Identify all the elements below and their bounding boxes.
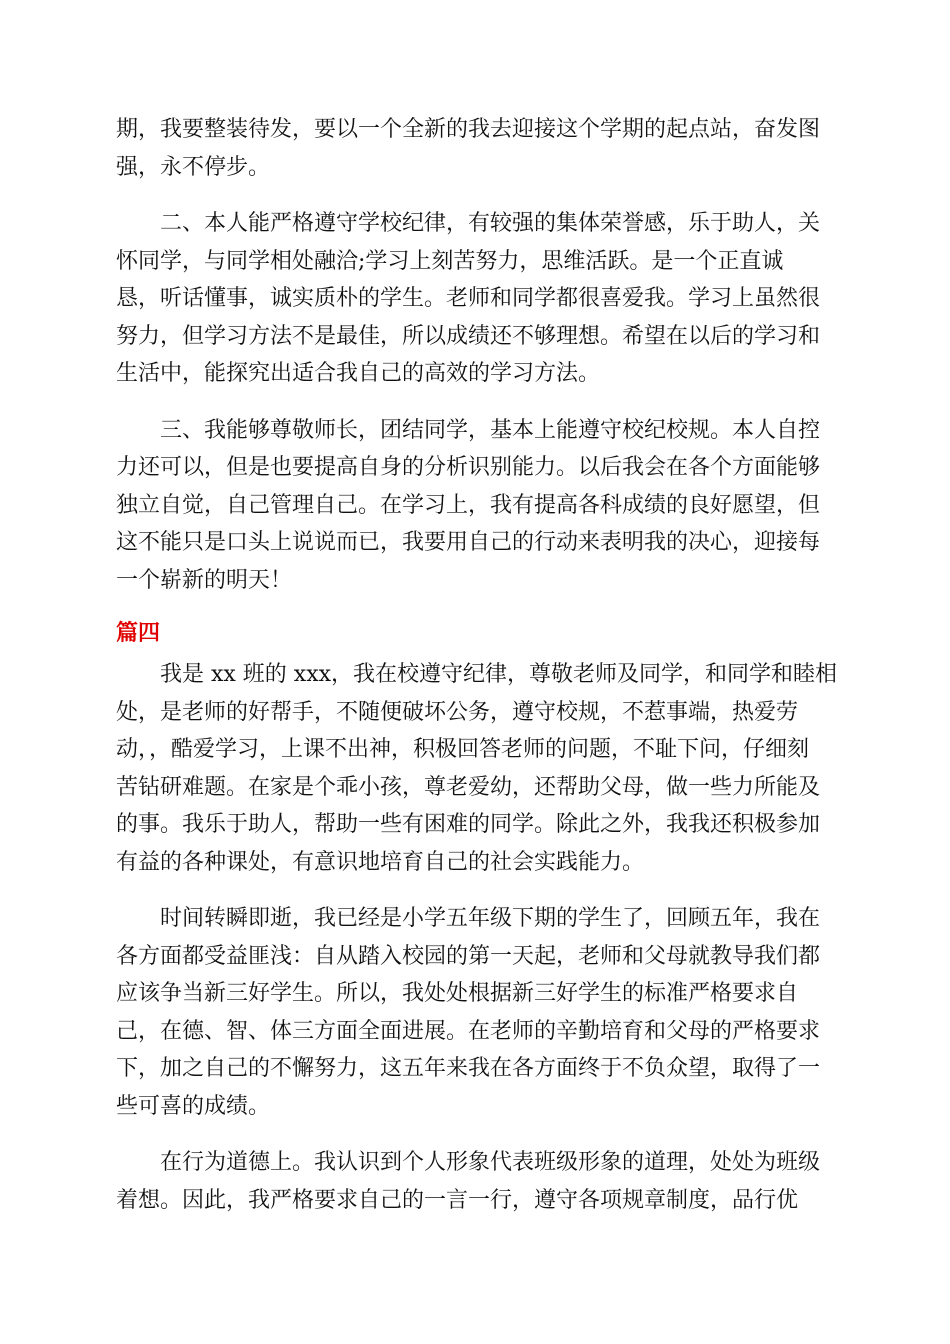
text-line: 应该争当新三好学生。所以，我处处根据新三好学生的标准严格要求自: [116, 981, 799, 1006]
text-line: 这不能只是口头上说说而已，我要用自己的行动来表明我的决心，迎接每: [116, 530, 821, 555]
text-line: 期，我要整装待发，要以一个全新的我去迎接这个学期的起点站，奋发图: [116, 117, 821, 142]
text-line: 在行为道德上。我认识到个人形象代表班级形象的道理，处处为班级: [160, 1150, 821, 1175]
paragraph-morality: [116, 1144, 836, 1219]
text-line: 二、本人能严格遵守学校纪律，有较强的集体荣誉感，乐于助人，关: [160, 211, 821, 236]
text-line: 苦钻研难题。在家是个乖小孩，尊老爱幼，还帮助父母，做一些力所能及: [116, 774, 821, 800]
text-line: 着想。因此，我严格要求自己的一言一行，遵守各项规章制度，品行优: [116, 1187, 799, 1213]
text-line: 时间转瞬即逝，我已经是小学五年级下期的学生了，回顾五年，我在: [160, 906, 821, 931]
paragraph-continuation: [116, 111, 836, 186]
text-line: 生活中，能探究出适合我自己的高效的学习方法。: [116, 361, 601, 386]
text-line: 一个崭新的明天！: [116, 567, 293, 593]
section-heading: 篇四: [116, 621, 161, 646]
text-line: 些可喜的成绩。: [116, 1093, 271, 1119]
paragraph-item-three: [116, 412, 836, 600]
text-line: 三、我能够尊敬师长，团结同学，基本上能遵守校纪校规。本人自控: [160, 417, 821, 443]
text-line: 力还可以，但是也要提高自身的分析识别能力。以后我会在各个方面能够: [116, 455, 821, 480]
text-line: 各方面都受益匪浅：自从踏入校园的第一天起，老师和父母就教导我们都: [116, 943, 821, 969]
text-line: 我是 xx 班的 xxx，我在校遵守纪律，尊敬老师及同学，和同学和睦相: [160, 662, 838, 687]
paragraph-self-intro: [116, 656, 836, 881]
text-line: 处，是老师的好帮手，不随便破坏公务，遵守校规，不惹事端，热爱劳: [116, 699, 799, 725]
text-line: 怀同学，与同学相处融洽;学习上刻苦努力，思维活跃。是一个正直诚: [116, 248, 784, 274]
document-body: [116, 111, 836, 1238]
text-line: 强，永不停步。: [116, 154, 271, 180]
paragraph-review: [116, 900, 836, 1125]
text-line: 恳，听话懂事，诚实质朴的学生。老师和同学都很喜爱我。学习上虽然很: [116, 286, 821, 311]
text-line: 努力，但学习方法不是最佳，所以成绩还不够理想。希望在以后的学习和: [116, 323, 821, 349]
text-line: 下，加之自己的不懈努力，这五年来我在各方面终于不负众望，取得了一: [116, 1056, 821, 1081]
text-line: 己，在德、智、体三方面全面进展。在老师的辛勤培育和父母的严格要求: [116, 1018, 821, 1044]
text-line: 动，，酷爱学习，上课不出神，积极回答老师的问题，不耻下问，仔细刻: [116, 737, 810, 762]
text-line: 独立自觉，自己管理自己。在学习上，我有提高各科成绩的良好愿望，但: [116, 492, 821, 518]
text-line: 的事。我乐于助人，帮助一些有困难的同学。除此之外，我我还积极参加: [116, 812, 821, 837]
text-line: 有益的各种课处，有意识地培育自己的社会实践能力。: [116, 849, 645, 875]
paragraph-item-two: [116, 205, 836, 393]
